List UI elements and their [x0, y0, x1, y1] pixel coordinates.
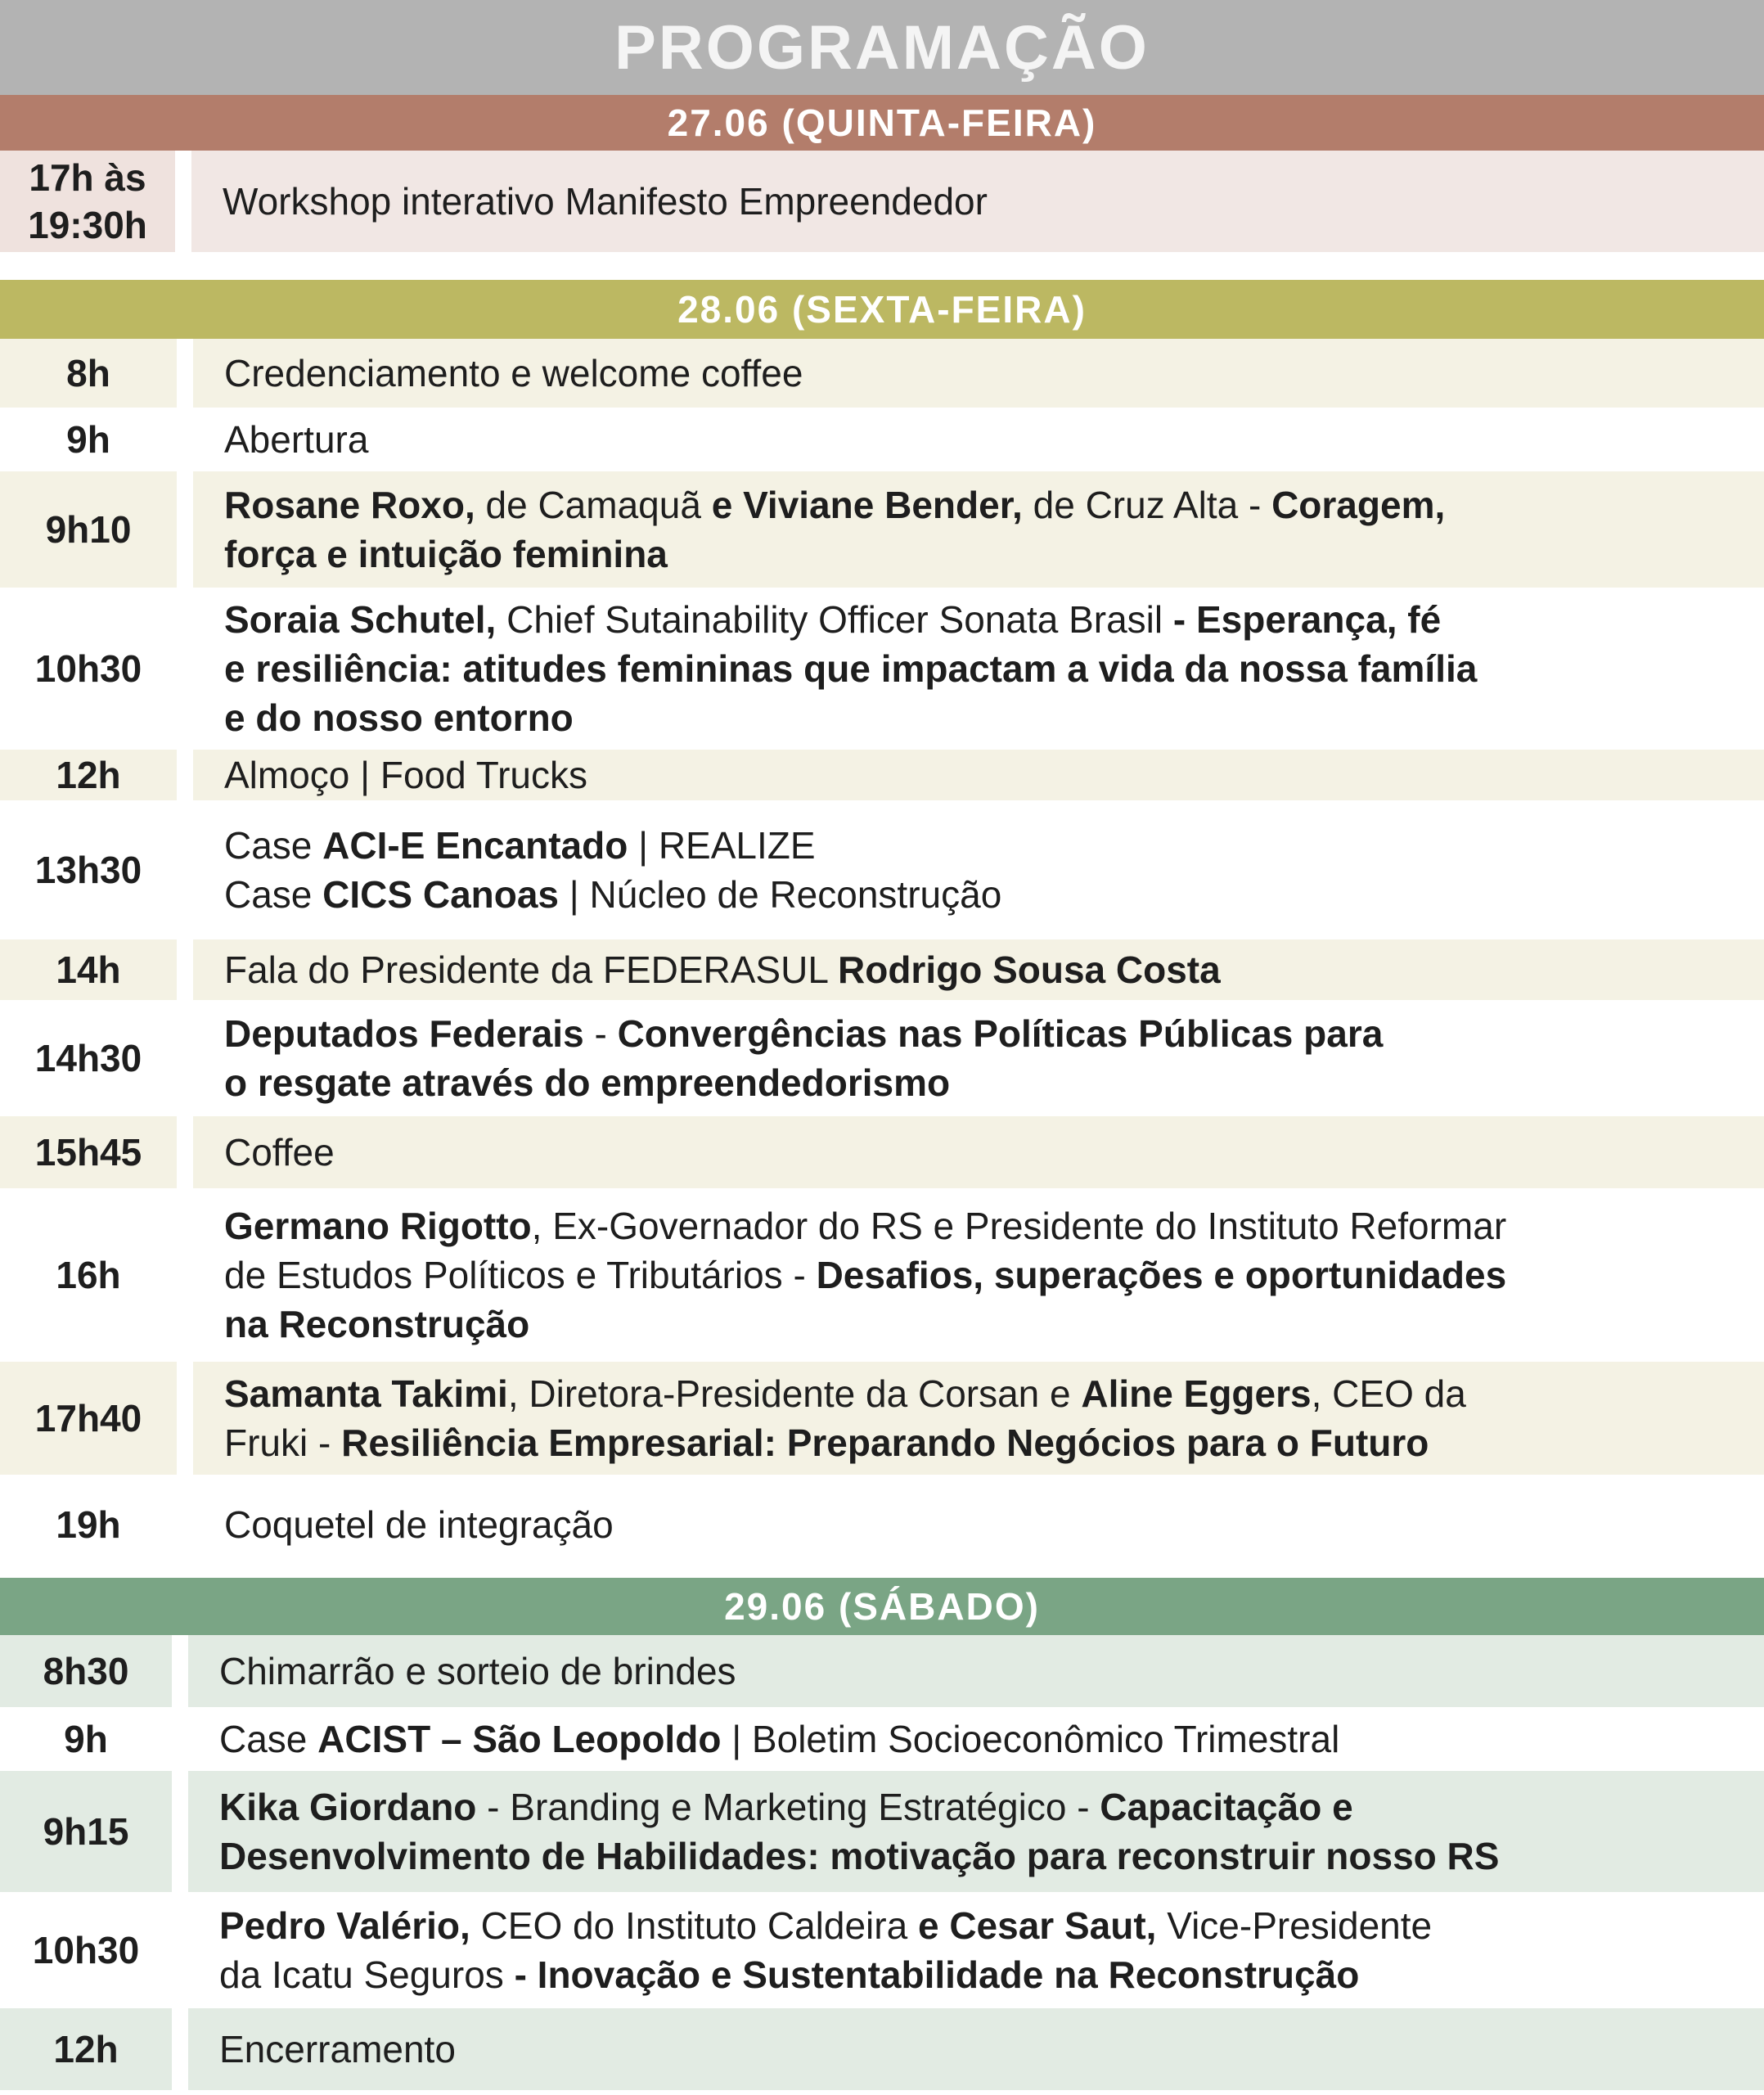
event-description	[188, 1897, 1764, 2003]
plain-text: de Estudos Políticos e Tributários -	[224, 1254, 817, 1296]
event-description	[193, 1116, 1764, 1188]
plain-text: Workshop interativo Manifesto Empreendedor	[223, 180, 988, 223]
plain-text: Coffee	[224, 1131, 335, 1174]
day-header: 29.06 (SÁBADO)	[0, 1578, 1764, 1635]
event-time: 9h	[0, 1712, 172, 1766]
highlight-text: CICS Canoas	[322, 873, 560, 916]
description-line	[219, 1782, 1748, 1831]
event-description	[188, 1635, 1764, 1707]
description-line	[224, 1058, 1748, 1107]
highlight-text: e do nosso entorno	[224, 696, 574, 739]
plain-text: , Ex-Governador do RS e Presidente do Instituto Reformar	[531, 1205, 1507, 1247]
plain-text: - Branding e Marketing Estratégico -	[476, 1786, 1100, 1828]
plain-text: | Núcleo de Reconstrução	[559, 873, 1002, 916]
plain-text: Credenciamento e welcome coffee	[224, 352, 803, 394]
event-description	[193, 471, 1764, 588]
description-line	[224, 821, 1748, 870]
description-line	[224, 415, 1748, 464]
event-description	[193, 1480, 1764, 1570]
description-line	[224, 480, 1748, 529]
highlight-text: Pedro Valério,	[219, 1904, 470, 1947]
event-time: 9h15	[0, 1771, 172, 1892]
event-description	[193, 592, 1764, 745]
description-line	[224, 1300, 1748, 1349]
highlight-text: Samanta Takimi	[224, 1372, 508, 1415]
plain-text: Encerramento	[219, 2028, 456, 2070]
event-time: 15h45	[0, 1116, 177, 1188]
event-time: 13h30	[0, 805, 177, 935]
description-line	[224, 870, 1748, 919]
day-header: 27.06 (QUINTA-FEIRA)	[0, 95, 1764, 151]
description-line	[224, 1250, 1748, 1300]
plain-text: Coquetel de integração	[224, 1503, 614, 1546]
description-line	[224, 349, 1748, 398]
highlight-text: Coragem,	[1271, 484, 1446, 526]
highlight-text: força e intuição feminina	[224, 533, 668, 575]
plain-text: Case	[224, 873, 323, 916]
highlight-text: Germano Rigotto	[224, 1205, 532, 1247]
description-line	[223, 177, 1748, 226]
description-line	[224, 529, 1748, 579]
plain-text: | REALIZE	[628, 824, 816, 867]
highlight-text: ACIST – São Leopoldo	[317, 1718, 722, 1760]
event-time: 17h40	[0, 1362, 177, 1475]
description-line	[224, 1201, 1748, 1250]
highlight-text: ACI-E Encantado	[322, 824, 628, 867]
event-time: 14h30	[0, 1005, 177, 1111]
plain-text: de Camaquã	[475, 484, 712, 526]
highlight-text: Soraia Schutel,	[224, 598, 497, 641]
description-line	[219, 2025, 1748, 2074]
highlight-text: Desafios, superações e oportunidades	[816, 1254, 1507, 1296]
plain-text: CEO do Instituto Caldeira	[470, 1904, 918, 1947]
description-line	[219, 1831, 1748, 1881]
event-description	[193, 805, 1764, 935]
event-description	[193, 1005, 1764, 1111]
day-header: 28.06 (SEXTA-FEIRA)	[0, 280, 1764, 339]
highlight-text: Resiliência Empresarial: Preparando Negócios para o Futuro	[341, 1421, 1429, 1464]
event-description	[193, 1362, 1764, 1475]
highlight-text: Capacitação e	[1100, 1786, 1353, 1828]
highlight-text: e resiliência: atitudes femininas que impactam a vida da nossa família	[224, 647, 1478, 690]
description-line	[224, 945, 1748, 994]
event-description	[188, 2008, 1764, 2090]
event-time: 8h	[0, 339, 177, 408]
plain-text: , CEO da	[1311, 1372, 1466, 1415]
event-description	[193, 339, 1764, 408]
highlight-text: Desenvolvimento de Habilidades: motivação para reconstruir nosso RS	[219, 1835, 1500, 1877]
event-description	[193, 939, 1764, 1000]
event-description	[193, 1193, 1764, 1357]
event-time: 9h	[0, 412, 177, 466]
highlight-text: Rodrigo Sousa Costa	[838, 948, 1221, 991]
plain-text: da Icatu Seguros	[219, 1953, 515, 1996]
highlight-text: o resgate através do empreendedorismo	[224, 1061, 951, 1104]
highlight-text: Deputados Federais	[224, 1012, 584, 1055]
description-line	[224, 750, 1748, 800]
event-description	[193, 750, 1764, 800]
event-time: 17h às 19:30h	[0, 151, 175, 252]
plain-text: Chief Sutainability Officer Sonata Brasil	[496, 598, 1173, 641]
event-description	[191, 151, 1764, 252]
plain-text: Almoço | Food Trucks	[224, 754, 587, 796]
plain-text: , Diretora-Presidente da Corsan e	[507, 1372, 1082, 1415]
description-line	[224, 644, 1748, 693]
description-line	[224, 1009, 1748, 1058]
highlight-text: - Inovação e Sustentabilidade na Reconstrução	[514, 1953, 1360, 1996]
plain-text: | Boletim Socioeconômico Trimestral	[721, 1718, 1340, 1760]
event-time: 16h	[0, 1193, 177, 1357]
page-title: PROGRAMAÇÃO	[0, 0, 1764, 95]
highlight-text: e Cesar Saut,	[917, 1904, 1157, 1947]
highlight-text: Convergências nas Políticas Públicas para	[617, 1012, 1384, 1055]
highlight-text: Kika Giordano	[219, 1786, 477, 1828]
event-description	[193, 412, 1764, 466]
highlight-text: e Viviane Bender,	[711, 484, 1023, 526]
event-description	[188, 1712, 1764, 1766]
plain-text: Case	[224, 824, 323, 867]
event-time: 19h	[0, 1480, 177, 1570]
event-time: 12h	[0, 2008, 172, 2090]
plain-text: Abertura	[224, 418, 369, 461]
event-time: 10h30	[0, 1897, 172, 2003]
event-time: 8h30	[0, 1635, 172, 1707]
event-time: 14h	[0, 939, 177, 1000]
highlight-text: Aline Eggers	[1081, 1372, 1312, 1415]
description-line	[219, 1647, 1748, 1696]
description-line	[219, 1901, 1748, 1950]
highlight-text: Rosane Roxo,	[224, 484, 475, 526]
highlight-text: - Esperança, fé	[1172, 598, 1442, 641]
description-line	[219, 1714, 1748, 1764]
description-line	[224, 595, 1748, 644]
plain-text: de Cruz Alta -	[1022, 484, 1272, 526]
plain-text: Case	[219, 1718, 318, 1760]
description-line	[224, 1128, 1748, 1177]
event-time: 10h30	[0, 592, 177, 745]
plain-text: Chimarrão e sorteio de brindes	[219, 1650, 736, 1692]
description-line	[224, 693, 1748, 742]
event-description	[188, 1771, 1764, 1892]
plain-text: Vice-Presidente	[1156, 1904, 1433, 1947]
description-line	[224, 1369, 1748, 1418]
highlight-text: na Reconstrução	[224, 1303, 530, 1345]
event-time: 12h	[0, 750, 177, 800]
description-line	[224, 1500, 1748, 1549]
plain-text: Fruki -	[224, 1421, 342, 1464]
description-line	[224, 1418, 1748, 1467]
plain-text: Fala do Presidente da FEDERASUL	[224, 948, 838, 991]
event-time: 9h10	[0, 471, 177, 588]
plain-text: -	[583, 1012, 618, 1055]
description-line	[219, 1950, 1748, 1999]
